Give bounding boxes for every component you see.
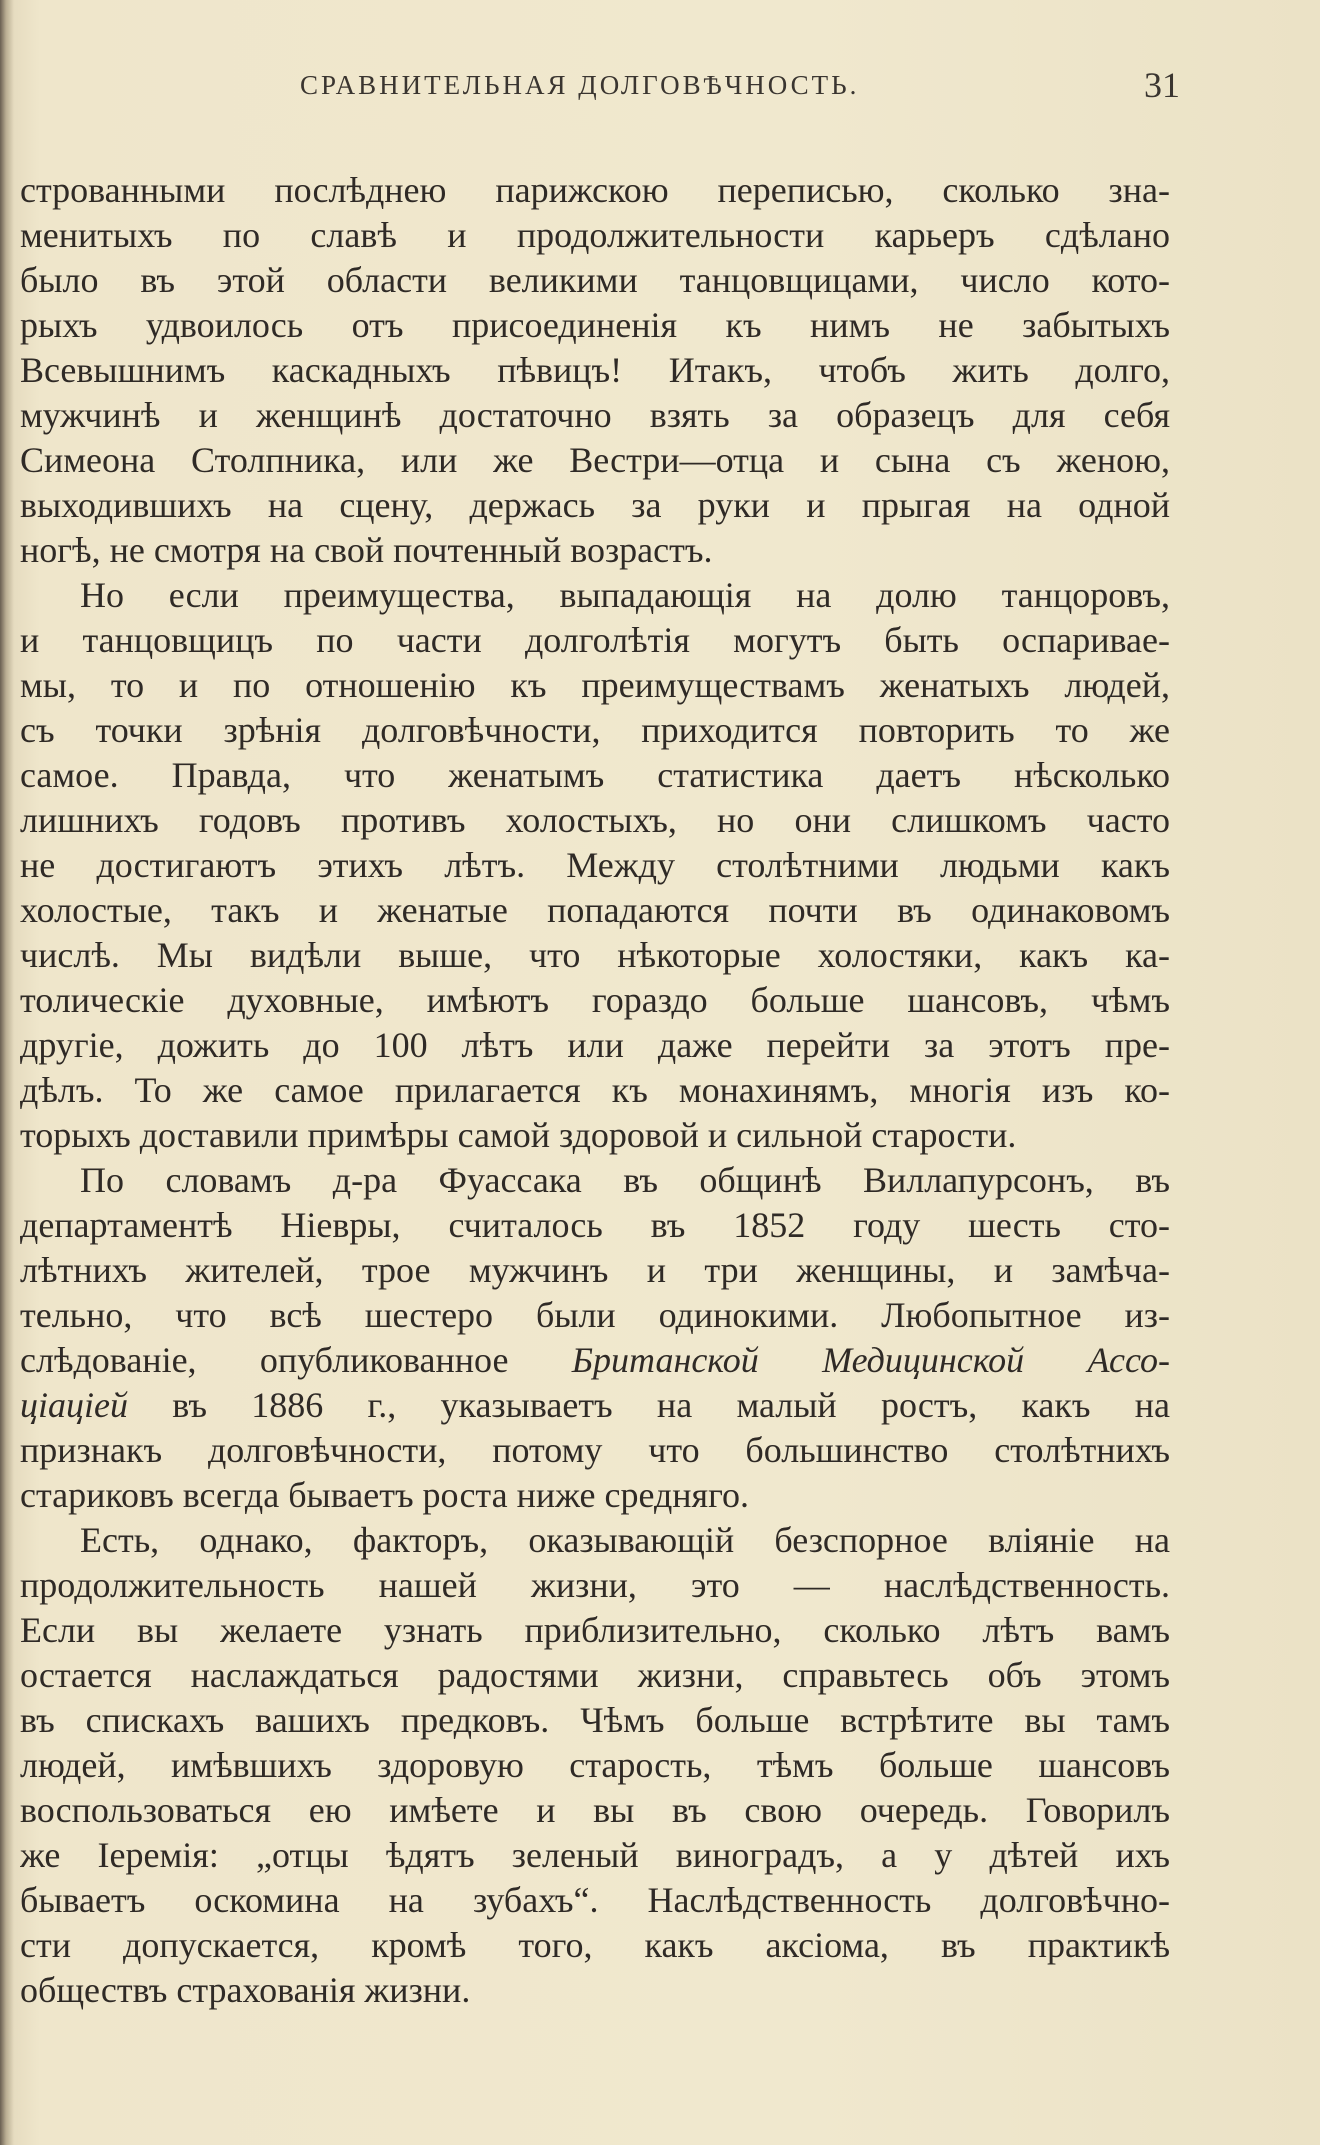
- text-segment: въ 1886 г., указываетъ на малый ростъ, какъ на: [172, 1385, 1170, 1425]
- text-line: торыхъ доставили примѣры самой здоровой и сильной старости.: [20, 1115, 1017, 1155]
- text-line: съ точки зрѣнія долговѣчности, приходится повторить то же: [20, 710, 1170, 750]
- text-line: Если вы желаете узнать приблизительно, сколько лѣтъ вамъ: [20, 1610, 1170, 1650]
- text-line: признакъ долговѣчности, потому что большинство столѣтнихъ: [20, 1430, 1170, 1470]
- text-line: стариковъ всегда бываетъ роста ниже средняго.: [20, 1475, 749, 1515]
- text-line: строванными послѣднею парижскою переписью, сколько зна-: [20, 170, 1170, 210]
- text-line: другіе, дожить до 100 лѣтъ или даже перейти за этотъ пре-: [20, 1025, 1170, 1065]
- text-line: не достигаютъ этихъ лѣтъ. Между столѣтними людьми какъ: [20, 845, 1170, 885]
- paragraph-first-line: По словамъ д-ра Фуассака въ общинѣ Виллапурсонъ, въ: [80, 1160, 1170, 1200]
- text-line: менитыхъ по славѣ и продолжительности карьеръ сдѣлано: [20, 215, 1170, 255]
- text-line: Симеона Столпника, или же Вестри—отца и сына съ женою,: [20, 440, 1170, 480]
- text-line: людей, имѣвшихъ здоровую старость, тѣмъ больше шансовъ: [20, 1745, 1170, 1785]
- text-line: рыхъ удвоилось отъ присоединенія къ нимъ не забытыхъ: [20, 305, 1170, 345]
- text-line: холостые, такъ и женатые попадаются почти въ одинаковомъ: [20, 890, 1170, 930]
- text-line: дѣлъ. То же самое прилагается къ монахинямъ, многія изъ ко-: [20, 1070, 1170, 1110]
- text-line: Всевышнимъ каскадныхъ пѣвицъ! Итакъ, чтобъ жить долго,: [20, 350, 1170, 390]
- paragraph-first-line: Но если преимущества, выпадающія на долю танцоровъ,: [80, 575, 1170, 615]
- text-line-with-italic: [20, 1383, 1170, 1428]
- text-line: воспользоваться ею имѣете и вы въ свою очередь. Говорилъ: [20, 1790, 1170, 1830]
- paragraph-first-line: Есть, однако, факторъ, оказывающій безспорное вліяніе на: [80, 1520, 1170, 1560]
- text-line: мужчинѣ и женщинѣ достаточно взять за образецъ для себя: [20, 395, 1170, 435]
- text-line: ногѣ, не смотря на свой почтенный возрастъ.: [20, 530, 713, 570]
- text-line: и танцовщицъ по части долголѣтія могутъ быть оспаривае-: [20, 620, 1170, 660]
- text-line: остается наслаждаться радостями жизни, справьтесь объ этомъ: [20, 1655, 1170, 1695]
- running-head: [20, 64, 1180, 104]
- text-line: самое. Правда, что женатымъ статистика даетъ нѣсколько: [20, 755, 1170, 795]
- text-line: въ спискахъ вашихъ предковъ. Чѣмъ больше встрѣтите вы тамъ: [20, 1700, 1170, 1740]
- text-line: продолжительность нашей жизни, это — наслѣдственность.: [20, 1565, 1170, 1605]
- text-line: выходившихъ на сцену, держась за руки и прыгая на одной: [20, 485, 1170, 525]
- text-line: мы, то и по отношенію къ преимуществамъ женатыхъ людей,: [20, 665, 1170, 705]
- text-line: лѣтнихъ жителей, трое мужчинъ и три женщины, и замѣча-: [20, 1250, 1170, 1290]
- text-line: бываетъ оскомина на зубахъ“. Наслѣдственность долговѣчно-: [20, 1880, 1170, 1920]
- text-line: толическіе духовные, имѣютъ гораздо больше шансовъ, чѣмъ: [20, 980, 1170, 1020]
- text-line: тельно, что всѣ шестеро были одинокими. Любопытное из-: [20, 1295, 1170, 1335]
- italic-title: ціаціей: [20, 1385, 128, 1425]
- text-line: лишнихъ годовъ противъ холостыхъ, но они слишкомъ часто: [20, 800, 1170, 840]
- italic-title: Британской Медицинской Ассо-: [571, 1340, 1170, 1380]
- text-line: же Іеремія: „отцы ѣдятъ зеленый виноградъ, а у дѣтей ихъ: [20, 1835, 1170, 1875]
- text-line: сти допускается, кромѣ того, какъ аксіома, въ практикѣ: [20, 1925, 1170, 1965]
- body-text: [20, 168, 1170, 2013]
- text-line-with-italic: [20, 1338, 1170, 1383]
- text-line: обществъ страхованія жизни.: [20, 1970, 471, 2010]
- text-segment: слѣдованіе, опубликованное: [20, 1340, 509, 1380]
- running-title: СРАВНИТЕЛЬНАЯ ДОЛГОВѢЧНОСТЬ.: [300, 70, 860, 100]
- text-line: департаментѣ Ніевры, считалось въ 1852 году шесть сто-: [20, 1205, 1170, 1245]
- text-line: было въ этой области великими танцовщицами, число кото-: [20, 260, 1170, 300]
- page-number: 31: [1144, 65, 1180, 105]
- text-line: числѣ. Мы видѣли выше, что нѣкоторые холостяки, какъ ка-: [20, 935, 1170, 975]
